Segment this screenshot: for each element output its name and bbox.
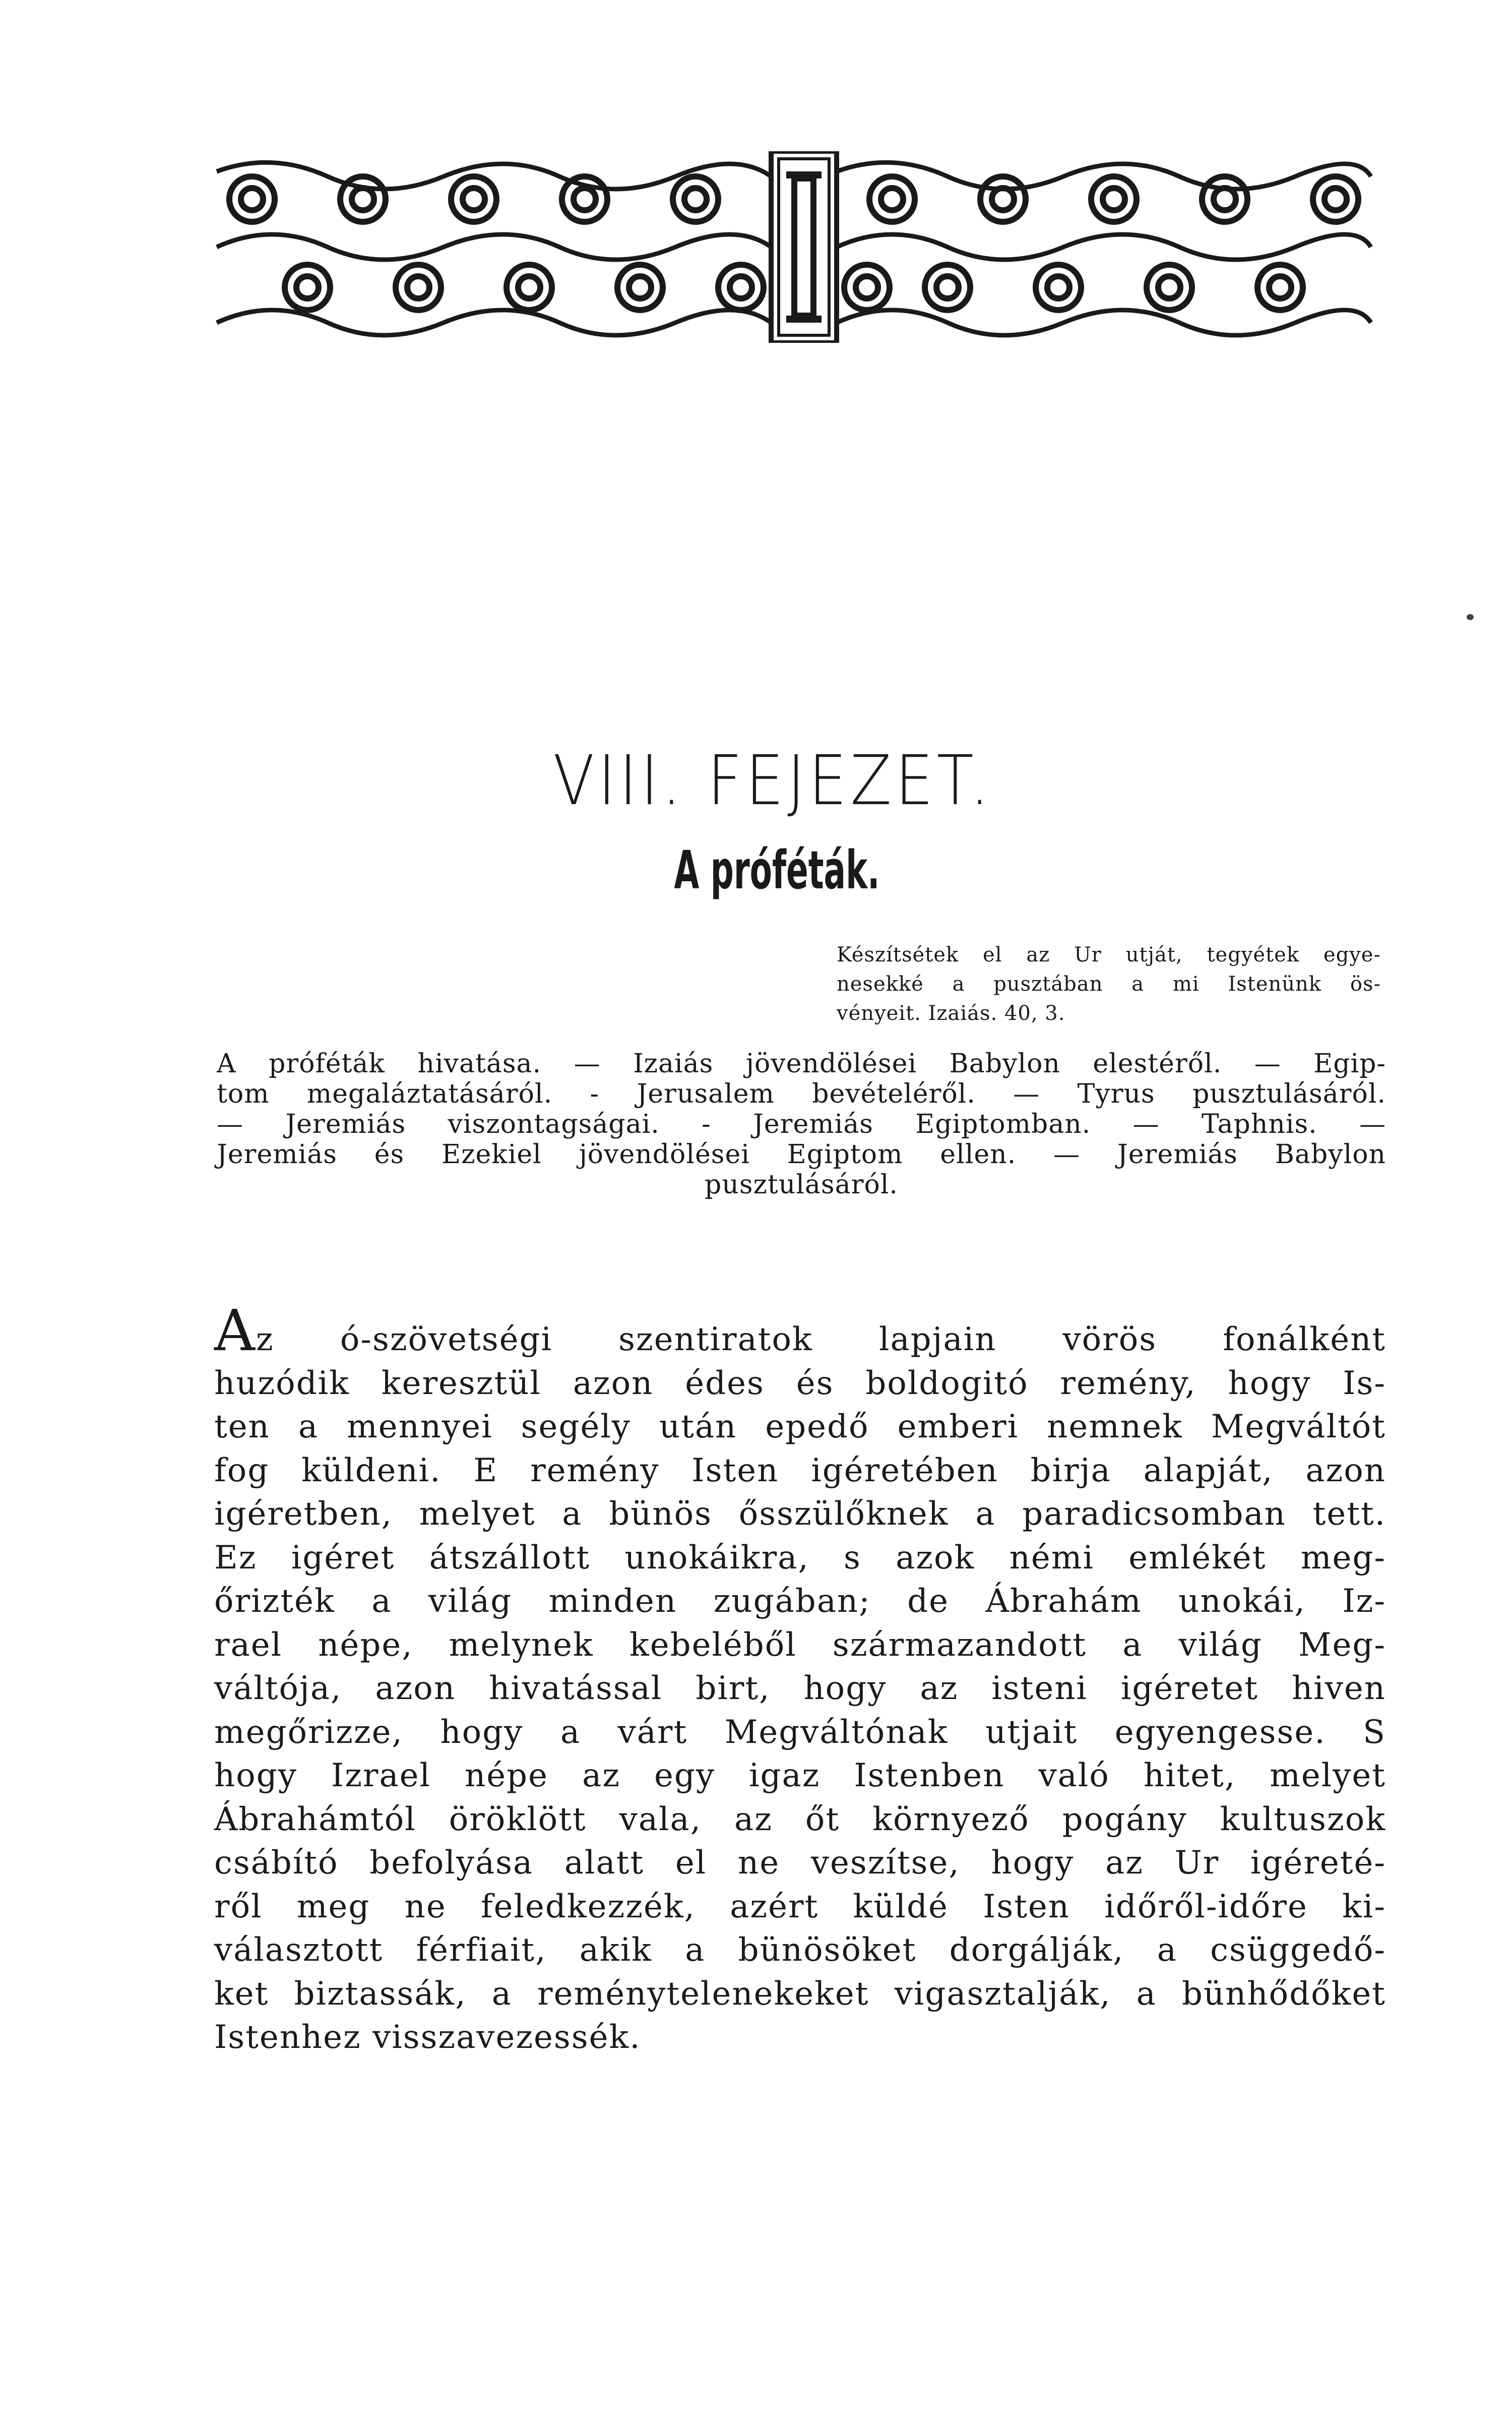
body-line: Ábrahámtól öröklött vala, az őt környező pogány kultuszok: [214, 1800, 1386, 1838]
body-line: megőrizze, hogy a várt Megváltónak utjait egyengesse. S: [214, 1713, 1386, 1751]
scroll-ornament-icon: [212, 151, 1376, 343]
body-line: huzódik keresztül azon édes és boldogitó remény, hogy Is-: [214, 1364, 1386, 1402]
body-line: Istenhez visszavezessék.: [214, 2019, 641, 2056]
body-first-line: [214, 1298, 1386, 1364]
body-line: Ez igéret átszállott unokáikra, s azok némi emlékét meg-: [214, 1539, 1386, 1577]
body-line: ről meg ne feledkezzék, azért küldé Isten időről-időre ki-: [214, 1888, 1386, 1925]
summary-line: tom megaláztatásáról. - Jerusalem bevételéről. — Tyrus pusztulásáról.: [217, 1079, 1386, 1109]
body-line: fog küldeni. E remény Isten igéretében birja alapját, azon: [214, 1451, 1386, 1489]
body-line: választott férfiait, akik a bünösöket dorgálják, a csüggedő-: [214, 1931, 1386, 1969]
summary-line: Jeremiás és Ezekiel jövendölései Egiptom ellen. — Jeremiás Babylon: [217, 1139, 1386, 1170]
chapter-number: VIII. FEJEZET.: [553, 741, 993, 821]
epigraph-line: nesekké a pusztában a mi Istenünk ös-: [837, 973, 1381, 996]
body-line: rael népe, melynek kebeléből származandott a világ Meg-: [214, 1626, 1386, 1664]
summary-line: — Jeremiás viszontagságai. - Jeremiás Egiptomban. — Taphnis. —: [217, 1109, 1386, 1139]
summary-line: pusztulásáról.: [705, 1170, 898, 1200]
body-line: csábító befolyása alatt el ne veszítse, hogy az Ur igéreté-: [214, 1844, 1386, 1882]
body-paragraph: [214, 1298, 1386, 2060]
epigraph: [837, 940, 1381, 1028]
ornamental-headpiece: [212, 151, 1376, 343]
body-line: őrizték a világ minden zugában; de Ábrahám unokái, Iz-: [214, 1583, 1386, 1620]
body-first-line-text: z ó-szövetségi szentiratok lapjain vörös fonálként: [256, 1321, 1386, 1358]
drop-cap: A: [214, 1298, 256, 1364]
summary-line: A próféták hivatása. — Izaiás jövendölései Babylon elestéről. — Egip-: [217, 1049, 1386, 1079]
ink-speck: [1467, 614, 1474, 620]
body-line: hogy Izrael népe az egy igaz Istenben való hitet, melyet: [214, 1757, 1386, 1794]
body-line: igéretben, melyet a bünös ősszülőknek a paradicsomban tett.: [214, 1495, 1386, 1533]
epigraph-line: vényeit. Izaiás. 40, 3.: [837, 1002, 1065, 1025]
body-line: ten a mennyei segély után epedő emberi nemnek Megváltót: [214, 1408, 1386, 1445]
chapter-title: A próféták.: [674, 839, 880, 901]
body-line: váltója, azon hivatással birt, hogy az isteni igéretet hiven: [214, 1670, 1386, 1707]
epigraph-line: Készítsétek el az Ur utját, tegyétek egye-: [837, 943, 1381, 966]
chapter-summary: [217, 1049, 1386, 1200]
body-line: ket biztassák, a reménytelenekeket vigasztalják, a bünhődőket: [214, 1975, 1386, 2013]
